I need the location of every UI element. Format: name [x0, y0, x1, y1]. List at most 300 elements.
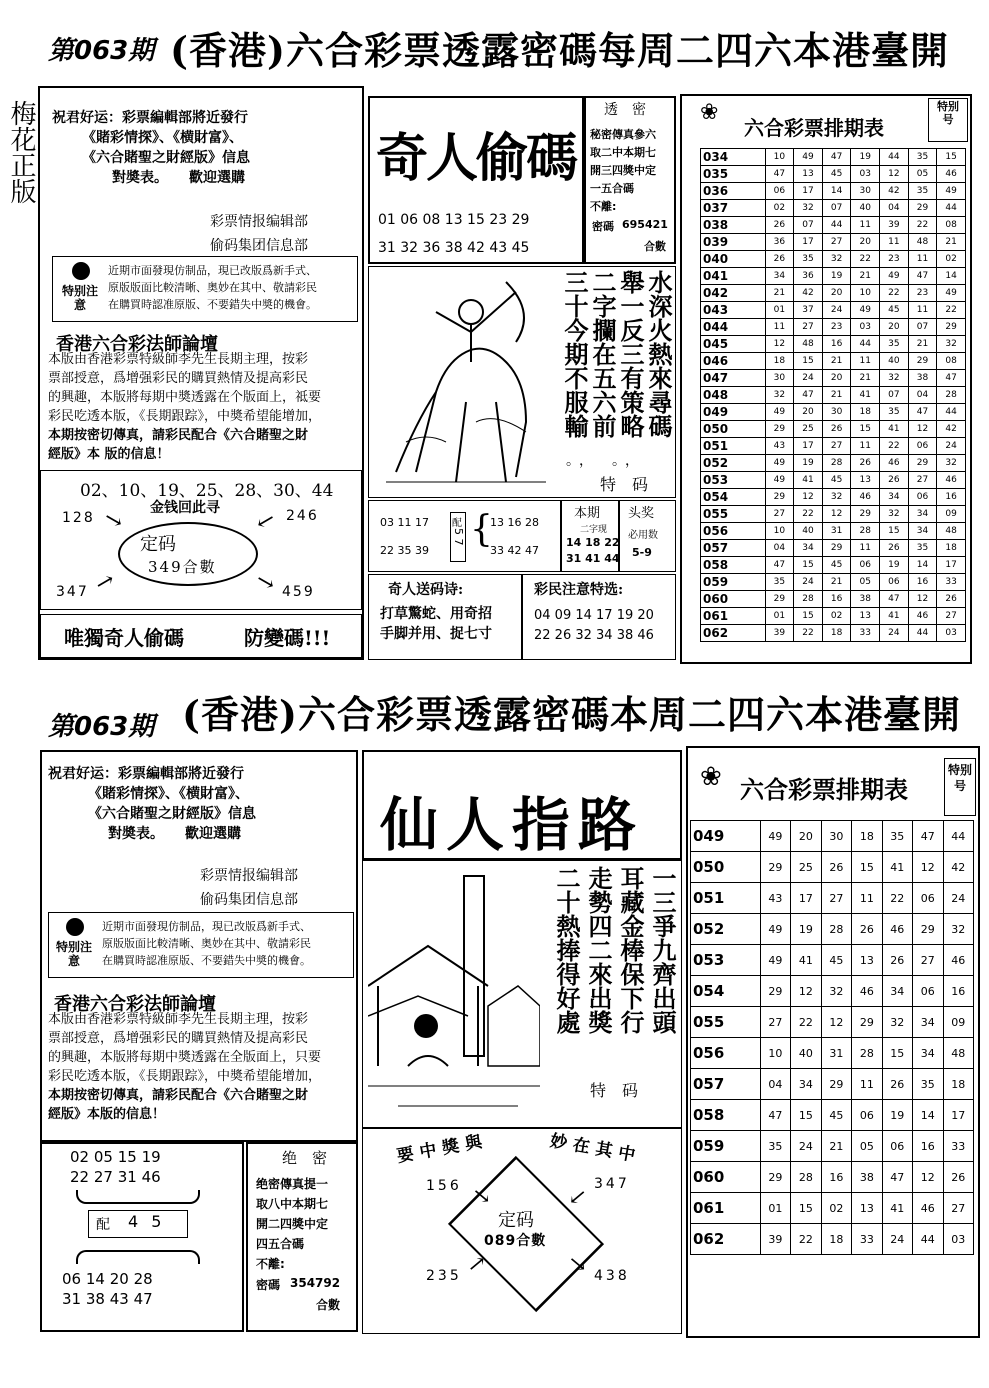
top-notice-text	[108, 262, 317, 313]
schedule-number-cell: 32	[765, 387, 794, 404]
schedule-row	[691, 852, 974, 883]
schedule-number-cell: 29	[760, 976, 790, 1007]
schedule-number-cell: 35	[908, 149, 937, 166]
schedule-number-cell: 22	[791, 1224, 821, 1255]
schedule-period-cell: 059	[701, 574, 766, 591]
top-slogan-1: 唯獨奇人偷碼	[64, 626, 184, 650]
schedule-row	[691, 1100, 974, 1131]
schedule-number-cell: 32	[822, 251, 851, 268]
schedule-number-cell: 38	[852, 1162, 882, 1193]
schedule-row	[691, 1193, 974, 1224]
bottom-sign-group: 偷码集团信息部	[200, 892, 298, 908]
schedule-number-cell: 22	[882, 883, 912, 914]
secret-line: 不離:	[590, 200, 617, 213]
schedule-number-cell: 32	[880, 370, 909, 387]
schedule-number-cell: 28	[851, 523, 880, 540]
schedule-number-cell: 29	[822, 540, 851, 557]
jm-line: 取八中本期七	[256, 1197, 329, 1211]
schedule-number-cell: 47	[882, 1162, 912, 1193]
schedule-number-cell: 28	[794, 591, 823, 608]
schedule-special-cell: 03	[943, 1224, 974, 1255]
schedule-number-cell: 43	[765, 438, 794, 455]
schedule-number-cell: 16	[821, 1162, 851, 1193]
schedule-number-cell: 26	[880, 472, 909, 489]
schedule-row	[701, 251, 966, 268]
schedule-number-cell: 22	[851, 251, 880, 268]
bottom-jm-title: 绝 密	[282, 1149, 328, 1167]
schedule-number-cell: 26	[822, 421, 851, 438]
schedule-number-cell: 27	[908, 472, 937, 489]
schedule-number-cell: 16	[908, 574, 937, 591]
schedule-row	[701, 404, 966, 421]
arrow-icon: →	[562, 1248, 593, 1281]
schedule-number-cell: 06	[851, 557, 880, 574]
schedule-special-cell: 03	[937, 625, 966, 642]
schedule-number-cell: 46	[851, 489, 880, 506]
schedule-period-cell: 057	[701, 540, 766, 557]
schedule-number-cell: 14	[913, 1100, 943, 1131]
notice-line: 原版版面比較清晰、奥妙在其中、敬請彩民	[108, 281, 317, 294]
schedule-row	[701, 472, 966, 489]
schedule-number-cell: 19	[791, 914, 821, 945]
schedule-special-cell: 48	[937, 523, 966, 540]
schedule-row	[691, 883, 974, 914]
schedule-special-cell: 28	[937, 387, 966, 404]
schedule-number-cell: 40	[880, 353, 909, 370]
forum-line: 經版》本版的信息！	[48, 1107, 166, 1122]
schedule-number-cell: 49	[765, 455, 794, 472]
schedule-number-cell: 49	[760, 821, 790, 852]
bottom-dingma-label: 定码	[498, 1210, 534, 1231]
schedule-row	[701, 200, 966, 217]
poem-col: 水深火熱來尋碼	[644, 270, 673, 438]
schedule-row	[701, 455, 966, 472]
schedule-period-cell: 062	[691, 1224, 761, 1255]
schedule-special-cell: 46	[937, 472, 966, 489]
schedule-number-cell: 48	[794, 336, 823, 353]
bottom-num-left-top: 156	[426, 1178, 462, 1194]
bottom-jm-sum: 合數	[316, 1298, 341, 1312]
greeting-line: 《六合賭聖之財經版》信息	[88, 806, 256, 822]
schedule-number-cell: 35	[913, 1069, 943, 1100]
schedule-number-cell: 41	[880, 421, 909, 438]
top-title: 奇人偷碼	[376, 128, 577, 189]
schedule-number-cell: 46	[882, 914, 912, 945]
schedule-special-cell: 46	[943, 945, 974, 976]
schedule-number-cell: 05	[908, 166, 937, 183]
schedule-number-cell: 34	[880, 489, 909, 506]
schedule-number-cell: 22	[908, 217, 937, 234]
schedule-row	[701, 591, 966, 608]
schedule-row	[701, 489, 966, 506]
forum-line: 的興趣，本版將每期中奬透露在全版面上，只要	[48, 1050, 322, 1065]
schedule-period-cell: 051	[691, 883, 761, 914]
schedule-number-cell: 41	[851, 387, 880, 404]
jm-line: 開二四獎中定	[256, 1217, 329, 1231]
schedule-number-cell: 14	[908, 557, 937, 574]
schedule-number-cell: 45	[821, 1100, 851, 1131]
schedule-number-cell: 28	[822, 455, 851, 472]
schedule-number-cell: 19	[880, 557, 909, 574]
schedule-number-cell: 41	[882, 852, 912, 883]
schedule-number-cell: 34	[913, 1038, 943, 1069]
schedule-period-cell: 049	[701, 404, 766, 421]
schedule-special-cell: 24	[937, 438, 966, 455]
poem-col: 三十今期不服輸	[560, 270, 589, 438]
schedule-row	[701, 370, 966, 387]
top-greeting	[52, 108, 362, 188]
schedule-row	[701, 353, 966, 370]
schedule-number-cell: 21	[822, 574, 851, 591]
schedule-row	[701, 302, 966, 319]
schedule-number-cell: 34	[908, 506, 937, 523]
schedule-number-cell: 27	[822, 438, 851, 455]
schedule-number-cell: 22	[794, 506, 823, 523]
schedule-number-cell: 44	[822, 217, 851, 234]
schedule-row	[701, 268, 966, 285]
schedule-number-cell: 49	[765, 404, 794, 421]
schedule-number-cell: 06	[908, 438, 937, 455]
schedule-number-cell: 04	[765, 540, 794, 557]
schedule-period-cell: 060	[701, 591, 766, 608]
schedule-number-cell: 15	[794, 557, 823, 574]
schedule-number-cell: 40	[851, 200, 880, 217]
top-title-nums-2: 31 32 36 38 42 43 45	[378, 240, 530, 256]
schedule-number-cell: 32	[794, 200, 823, 217]
schedule-number-cell: 10	[765, 149, 794, 166]
attention-title: 彩民注意特选:	[534, 582, 624, 598]
schedule-number-cell: 45	[822, 557, 851, 574]
schedule-number-cell: 06	[908, 489, 937, 506]
schedule-period-cell: 041	[701, 268, 766, 285]
schedule-number-cell: 27	[794, 319, 823, 336]
schedule-number-cell: 12	[913, 1162, 943, 1193]
poem-col: 耳藏金棒保下行	[616, 866, 645, 1034]
schedule-number-cell: 34	[794, 540, 823, 557]
top-schedule-table	[700, 148, 966, 642]
schedule-period-cell: 052	[691, 914, 761, 945]
schedule-number-cell: 07	[822, 200, 851, 217]
schedule-row	[701, 574, 966, 591]
schedule-number-cell: 12	[913, 852, 943, 883]
schedule-number-cell: 06	[852, 1100, 882, 1131]
schedule-number-cell: 18	[821, 1224, 851, 1255]
schedule-row	[701, 149, 966, 166]
schedule-number-cell: 21	[851, 370, 880, 387]
greeting-line: 對奬表。 歡迎選購	[112, 170, 245, 186]
schedule-number-cell: 46	[913, 1193, 943, 1224]
schedule-number-cell: 29	[765, 591, 794, 608]
schedule-number-cell: 18	[822, 625, 851, 642]
schedule-number-cell: 46	[852, 976, 882, 1007]
schedule-number-cell: 34	[882, 976, 912, 1007]
schedule-number-cell: 24	[791, 1131, 821, 1162]
schedule-number-cell: 41	[791, 945, 821, 976]
schedule-number-cell: 28	[852, 1038, 882, 1069]
schedule-number-cell: 47	[880, 591, 909, 608]
schedule-number-cell: 17	[794, 438, 823, 455]
top-forum-title: 香港六合彩法師論壇	[56, 334, 218, 355]
grid-left-1: 03 11 17	[380, 516, 429, 529]
schedule-row	[701, 285, 966, 302]
temple-illustration	[368, 866, 540, 1122]
schedule-period-cell: 047	[701, 370, 766, 387]
top-money-label: 金钱回此寻	[150, 500, 220, 516]
schedule-number-cell: 29	[913, 914, 943, 945]
schedule-number-cell: 15	[880, 523, 909, 540]
bottom-greeting	[48, 764, 354, 844]
brace-icon: {	[470, 509, 493, 550]
schedule-number-cell: 04	[908, 387, 937, 404]
schedule-number-cell: 03	[851, 166, 880, 183]
schedule-number-cell: 26	[821, 852, 851, 883]
notice-line: 近期市面發現仿制品，現已改版爲新手式、	[102, 920, 311, 933]
toujiang-sub: 必用数	[628, 530, 658, 541]
schedule-number-cell: 30	[821, 821, 851, 852]
schedule-number-cell: 26	[882, 1069, 912, 1100]
schedule-special-cell: 44	[943, 821, 974, 852]
schedule-number-cell: 44	[913, 1224, 943, 1255]
schedule-number-cell: 06	[882, 1131, 912, 1162]
schedule-special-cell: 18	[943, 1069, 974, 1100]
schedule-row	[691, 914, 974, 945]
schedule-row	[701, 523, 966, 540]
schedule-number-cell: 12	[822, 506, 851, 523]
notice-line: 近期市面發現仿制品，現已改版爲新手式、	[108, 264, 317, 277]
schedule-period-cell: 037	[701, 200, 766, 217]
schedule-row	[701, 166, 966, 183]
schedule-number-cell: 05	[852, 1131, 882, 1162]
top-numbers-line: 02、10、19、25、28、30、44	[80, 481, 334, 501]
bottom-dingma-num: 089合數	[484, 1233, 547, 1249]
greeting-line: 祝君好运：彩票編輯部將近發行	[52, 110, 248, 126]
top-schedule-special: 特别号	[937, 100, 959, 126]
schedule-number-cell: 32	[822, 489, 851, 506]
schedule-row	[691, 1131, 974, 1162]
schedule-number-cell: 11	[880, 234, 909, 251]
schedule-number-cell: 49	[765, 472, 794, 489]
top-secret-code: 695421	[622, 218, 668, 231]
forum-line: 本期按密切傳真，請彩民配合《六合賭聖之財	[48, 1088, 309, 1103]
poem-col: 二字攔在五六前	[588, 270, 617, 438]
schedule-number-cell: 49	[851, 302, 880, 319]
schedule-row	[691, 1069, 974, 1100]
notice-seal-icon	[66, 918, 84, 936]
side-label: 梅花正版	[6, 100, 36, 204]
schedule-number-cell: 14	[822, 183, 851, 200]
schedule-special-cell: 26	[943, 1162, 974, 1193]
top-num-left-top: 128	[62, 510, 95, 526]
bottom-jm-code: 354792	[290, 1276, 341, 1290]
top-issue-number: 第063期	[48, 36, 155, 66]
schedule-number-cell: 21	[765, 285, 794, 302]
arrow-icon: →	[250, 505, 280, 536]
schedule-row	[701, 336, 966, 353]
schedule-number-cell: 26	[765, 251, 794, 268]
schedule-number-cell: 44	[880, 149, 909, 166]
schedule-special-cell: 15	[937, 149, 966, 166]
schedule-number-cell: 10	[851, 285, 880, 302]
bottom-pei-nums: 4 5	[128, 1212, 166, 1231]
schedule-number-cell: 03	[851, 319, 880, 336]
jm-line: 四五合碼	[256, 1237, 305, 1251]
schedule-special-cell: 27	[937, 608, 966, 625]
top-sign-group: 偷码集团信息部	[210, 238, 308, 254]
schedule-period-cell: 058	[691, 1100, 761, 1131]
schedule-number-cell: 47	[822, 149, 851, 166]
schedule-special-cell: 26	[937, 591, 966, 608]
schedule-number-cell: 11	[908, 251, 937, 268]
schedule-number-cell: 35	[882, 821, 912, 852]
schedule-number-cell: 19	[851, 149, 880, 166]
schedule-row	[701, 319, 966, 336]
schedule-number-cell: 45	[822, 472, 851, 489]
schedule-number-cell: 11	[851, 438, 880, 455]
forum-line: 票部授意，爲增强彩民的購買熱情及提高彩民	[48, 371, 309, 386]
schedule-special-cell: 08	[937, 217, 966, 234]
schedule-special-cell: 27	[943, 1193, 974, 1224]
schedule-number-cell: 20	[794, 404, 823, 421]
top-headline: (香港)六合彩票透露密碼每周二四六本港臺開	[170, 28, 949, 73]
schedule-period-cell: 056	[701, 523, 766, 540]
schedule-number-cell: 13	[852, 945, 882, 976]
schedule-number-cell: 45	[822, 166, 851, 183]
forum-line: 票部授意，爲增强彩民的購買熱情及提高彩民	[48, 1031, 309, 1046]
poem-col: 走勢四二來出獎	[584, 866, 613, 1034]
schedule-number-cell: 49	[880, 268, 909, 285]
schedule-number-cell: 27	[760, 1007, 790, 1038]
greeting-line: 祝君好运：彩票編輯部將近發行	[48, 766, 244, 782]
schedule-special-cell: 32	[937, 336, 966, 353]
poem-col: 二十熱捧得好處	[552, 866, 581, 1034]
schedule-number-cell: 29	[908, 353, 937, 370]
schedule-number-cell: 01	[765, 608, 794, 625]
schedule-number-cell: 49	[760, 914, 790, 945]
schedule-number-cell: 15	[851, 421, 880, 438]
schedule-period-cell: 039	[701, 234, 766, 251]
schedule-period-cell: 046	[701, 353, 766, 370]
top-secret-lines	[590, 126, 656, 216]
schedule-special-cell: 24	[943, 883, 974, 914]
poem-col: 舉一反三有策略	[616, 270, 645, 438]
schedule-number-cell: 23	[908, 285, 937, 302]
schedule-period-cell: 056	[691, 1038, 761, 1069]
schedule-number-cell: 29	[765, 421, 794, 438]
schedule-number-cell: 48	[908, 234, 937, 251]
schedule-number-cell: 41	[880, 608, 909, 625]
schedule-number-cell: 07	[880, 387, 909, 404]
schedule-period-cell: 061	[691, 1193, 761, 1224]
arrow-icon: →	[462, 1248, 493, 1281]
schedule-number-cell: 34	[791, 1069, 821, 1100]
schedule-number-cell: 06	[880, 574, 909, 591]
schedule-number-cell: 26	[880, 540, 909, 557]
schedule-number-cell: 18	[851, 404, 880, 421]
schedule-number-cell: 20	[791, 821, 821, 852]
schedule-number-cell: 30	[822, 404, 851, 421]
schedule-row	[691, 1038, 974, 1069]
schedule-special-cell: 46	[937, 166, 966, 183]
schedule-number-cell: 11	[765, 319, 794, 336]
schedule-period-cell: 061	[701, 608, 766, 625]
forum-line: 彩民吃透本版，《長期跟踪》，中奬希望能增加，	[48, 1069, 322, 1084]
schedule-special-cell: 48	[943, 1038, 974, 1069]
schedule-number-cell: 02	[822, 608, 851, 625]
schedule-row	[691, 821, 974, 852]
schedule-special-cell: 47	[937, 370, 966, 387]
bottom-pei-label: 配	[96, 1217, 110, 1233]
poem-col: 一三爭九齊出頭	[648, 866, 677, 1034]
schedule-number-cell: 13	[852, 1193, 882, 1224]
schedule-number-cell: 02	[821, 1193, 851, 1224]
schedule-number-cell: 10	[765, 523, 794, 540]
schedule-number-cell: 44	[908, 625, 937, 642]
schedule-row	[701, 421, 966, 438]
schedule-number-cell: 13	[794, 166, 823, 183]
schedule-number-cell: 26	[882, 945, 912, 976]
schedule-number-cell: 29	[765, 489, 794, 506]
schedule-number-cell: 06	[913, 976, 943, 1007]
schedule-number-cell: 15	[791, 1100, 821, 1131]
schedule-number-cell: 32	[880, 506, 909, 523]
schedule-special-cell: 32	[937, 455, 966, 472]
schedule-period-cell: 059	[691, 1131, 761, 1162]
schedule-period-cell: 051	[701, 438, 766, 455]
schedule-row	[691, 1224, 974, 1255]
schedule-number-cell: 23	[880, 251, 909, 268]
schedule-special-cell: 44	[937, 200, 966, 217]
schedule-number-cell: 13	[851, 608, 880, 625]
schedule-number-cell: 42	[880, 183, 909, 200]
arrow-icon: →	[562, 1180, 593, 1213]
bottom-notice-label: 特别注意	[55, 940, 92, 968]
schedule-number-cell: 39	[760, 1224, 790, 1255]
top-num-right-bottom: 459	[282, 584, 315, 600]
schedule-number-cell: 25	[791, 852, 821, 883]
forum-line: 本期按密切傳真，請彩民配合《六合賭聖之財	[48, 428, 309, 443]
benqi-nums-2: 31 41 44	[566, 552, 620, 565]
schedule-number-cell: 47	[913, 821, 943, 852]
bottom-num-left-bottom: 235	[426, 1268, 462, 1284]
attention-line-1: 04 09 14 17 19 20	[534, 608, 654, 623]
schedule-number-cell: 20	[851, 234, 880, 251]
secret-line: 秘密傳真參六	[590, 128, 656, 141]
schedule-special-cell: 42	[937, 421, 966, 438]
schedule-period-cell: 050	[701, 421, 766, 438]
schedule-special-cell: 16	[943, 976, 974, 1007]
top-secret-code-label: 密碼	[592, 220, 614, 233]
schedule-number-cell: 06	[765, 183, 794, 200]
arrow-icon: →	[466, 1180, 497, 1213]
schedule-number-cell: 02	[765, 200, 794, 217]
top-tema: 特 码	[600, 475, 649, 494]
dragon-icon: ❀	[700, 100, 719, 125]
poem-punct: 。， 。，	[566, 453, 645, 469]
schedule-number-cell: 15	[882, 1038, 912, 1069]
notice-line: 在購買時認准原版、不要錯失中奬的機會。	[108, 298, 317, 311]
schedule-row	[701, 387, 966, 404]
schedule-number-cell: 29	[760, 852, 790, 883]
forum-line: 經版》本 版的信息！	[48, 447, 170, 462]
schedule-number-cell: 20	[880, 319, 909, 336]
schedule-period-cell: 048	[701, 387, 766, 404]
bottom-nums-bot-1: 06 14 20 28	[62, 1270, 153, 1288]
schedule-special-cell: 21	[937, 234, 966, 251]
arc-text-left: 要中獎與	[395, 1131, 490, 1167]
schedule-number-cell: 12	[908, 421, 937, 438]
schedule-number-cell: 34	[765, 268, 794, 285]
schedule-period-cell: 052	[701, 455, 766, 472]
